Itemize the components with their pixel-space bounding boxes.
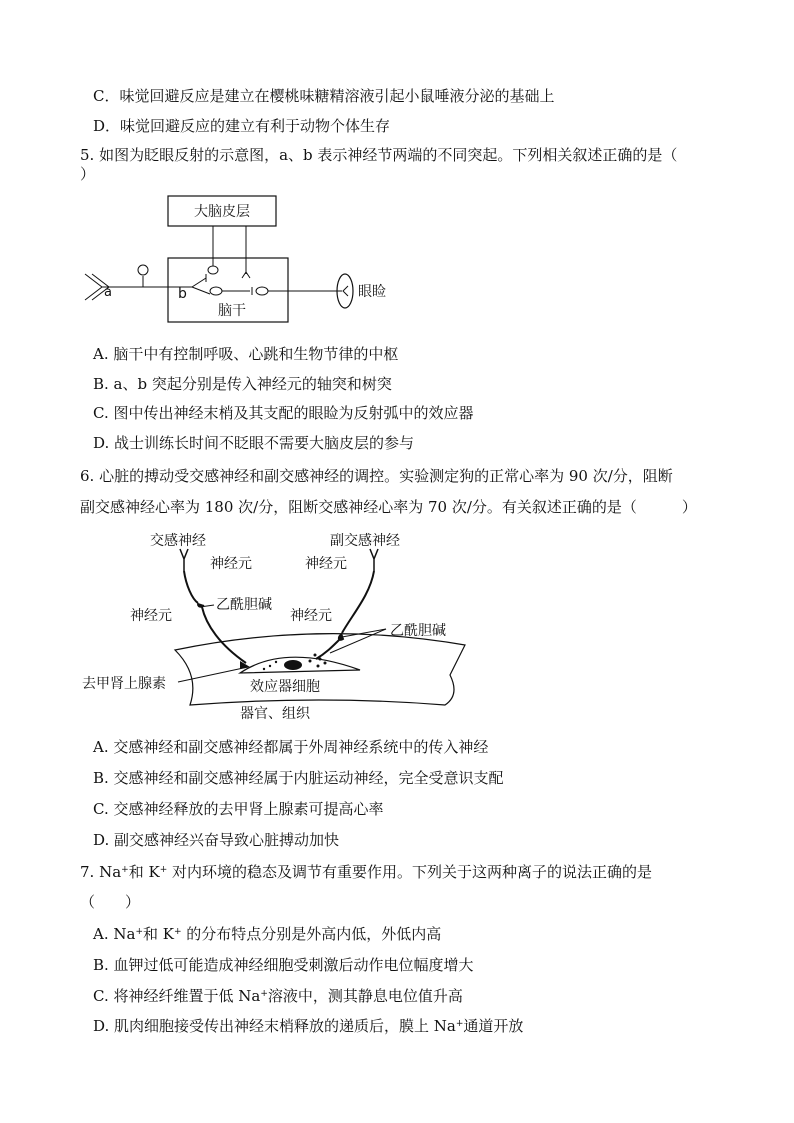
label-a: a <box>104 285 112 300</box>
q7-option-b: B. 血钾过低可能造成神经细胞受刺激后动作电位幅度增大 <box>93 956 474 974</box>
q7-option-d <box>93 1016 523 1036</box>
q5-option-a: A. 脑干中有控制呼吸、心跳和生物节律的中枢 <box>93 345 399 363</box>
q5-stem-line1: 5. 如图为眨眼反射的示意图，a、b 表示神经节两端的不同突起。下列相关叙述正确的是（ <box>80 146 678 164</box>
q6-option-a: A. 交感神经和副交感神经都属于外周神经系统中的传入神经 <box>93 738 489 756</box>
label-neuron-mr: 神经元 <box>290 608 332 624</box>
q7-option-a <box>93 924 441 944</box>
q6-option-b: B. 交感神经和副交感神经属于内脏运动神经，完全受意识支配 <box>93 769 504 787</box>
brainstem-label: 脑干 <box>218 303 246 319</box>
label-norepinephrine: 去甲肾上腺素 <box>82 676 166 692</box>
q7-stem-line2: （ ） <box>80 893 141 911</box>
q7-stem-text: 7. Na <box>80 863 122 881</box>
q7-stem-text: 和 K <box>128 863 160 881</box>
blink-reflex-diagram <box>80 190 410 330</box>
label-organ-tissue: 器官、组织 <box>240 706 310 722</box>
cortex-label: 大脑皮层 <box>194 204 250 220</box>
q5-option-d: D. 战士训练长时间不眨眼不需要大脑皮层的参与 <box>93 434 415 452</box>
q7-option-a-text: 和 K <box>142 925 174 943</box>
label-b: b <box>178 286 187 302</box>
eyelid-label: 眼睑 <box>358 284 386 300</box>
q7-stem-line1 <box>80 862 652 882</box>
q5-option-b: B. a、b 突起分别是传入神经元的轴突和树突 <box>93 375 392 393</box>
label-ach-right: 乙酰胆碱 <box>390 623 446 639</box>
q6-option-c: C. 交感神经释放的去甲肾上腺素可提高心率 <box>93 800 384 818</box>
q6-stem-line1: 6. 心脏的搏动受交感神经和副交感神经的调控。实验测定狗的正常心率为 90 次/分，阻断 <box>80 467 673 485</box>
q7-option-d-text: D. 肌肉细胞接受传出神经末梢释放的递质后，膜上 Na <box>93 1017 456 1035</box>
q7-option-c-text: C. 将神经纤维置于低 Na <box>93 987 261 1005</box>
q4-option-c: C．味觉回避反应是建立在樱桃味糖精溶液引起小鼠唾液分泌的基础上 <box>93 87 555 105</box>
label-neuron-tl: 神经元 <box>210 556 252 572</box>
q4-option-d: D．味觉回避反应的建立有利于动物个体生存 <box>93 117 391 135</box>
q5-option-c: C. 图中传出神经末梢及其支配的眼睑为反射弧中的效应器 <box>93 404 474 422</box>
q7-option-d-sup: + <box>455 1019 464 1029</box>
q5-stem-line2: ） <box>80 165 96 183</box>
label-parasympathetic: 副交感神经 <box>330 533 400 549</box>
q7-stem-text: 对内环境的稳态及调节有重要作用。下列关于这两种离子的说法正确的是 <box>167 863 653 881</box>
q7-option-a-text: 的分布特点分别是外高内低，外低内高 <box>181 925 442 943</box>
q6-option-d: D. 副交感神经兴奋导致心脏搏动加快 <box>93 831 340 849</box>
q7-option-c-sup: + <box>260 989 268 999</box>
heart-innervation-diagram <box>80 525 480 730</box>
label-neuron-ml: 神经元 <box>130 608 172 624</box>
q7-option-c <box>93 986 463 1006</box>
q7-option-c-text: 溶液中，测其静息电位值升高 <box>267 987 463 1005</box>
q7-option-a-sup: + <box>173 927 182 937</box>
label-neuron-tr: 神经元 <box>305 556 347 572</box>
q7-option-d-text: 通道开放 <box>463 1017 524 1035</box>
q7-stem-sup: + <box>121 865 129 875</box>
q7-option-a-sup: + <box>135 927 143 937</box>
label-ach-left: 乙酰胆碱 <box>216 597 272 613</box>
q7-option-a-text: A. Na <box>93 925 136 943</box>
q6-stem-line2: 副交感神经心率为 180 次/分，阻断交感神经心率为 70 次/分。有关叙述正确的是（ ） <box>80 498 697 516</box>
label-effector-cell: 效应器细胞 <box>250 679 320 695</box>
label-sympathetic: 交感神经 <box>150 533 206 549</box>
q7-stem-sup: + <box>159 865 168 875</box>
